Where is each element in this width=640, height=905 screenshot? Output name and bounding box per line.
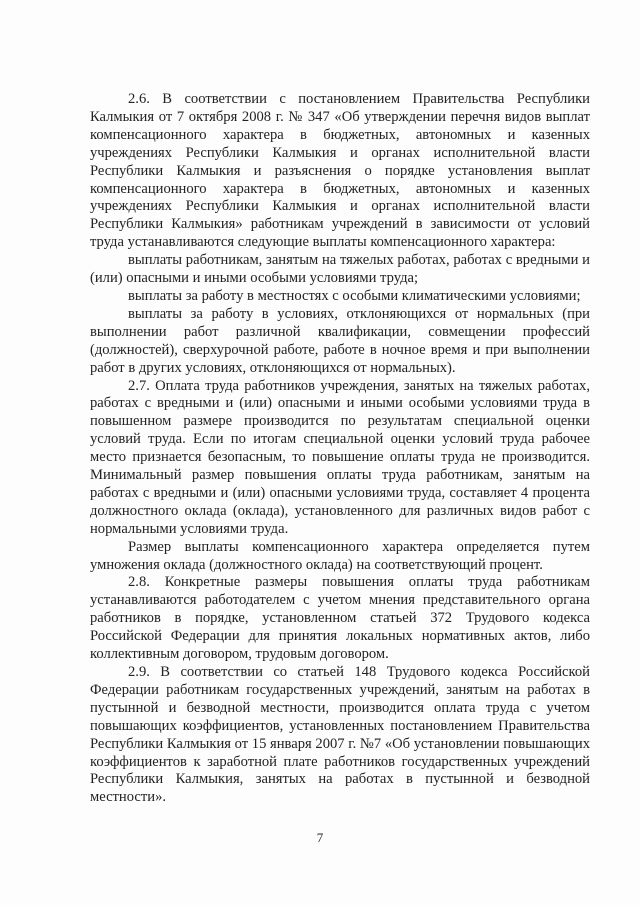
paragraph-payment-size: Размер выплаты компенсационного характера определяется путем умножения оклада (должностного оклада) на соответствующий процент. bbox=[90, 538, 590, 573]
paragraph-2-8: 2.8. Конкретные размеры повышения оплаты труда работникам устанавливаются работодателем с учетом мнения представительного органа работников в порядке, установленном статьей 372 Трудового кодекса Российской Федерации для принятия локальных нормативных актов, либо коллективным договором, трудовым договором. bbox=[90, 574, 590, 663]
page-number: 7 bbox=[316, 830, 324, 845]
paragraph-hazard-payments: выплаты работникам, занятым на тяжелых работах, работах с вредными и (или) опасными и иными особыми условиями труда; bbox=[90, 252, 590, 287]
paragraph-climate-payments: выплаты за работу в местностях с особыми климатическими условиями; bbox=[128, 287, 581, 304]
paragraph-2-7: 2.7. Оплата труда работников учреждения, занятых на тяжелых работах, работах с вредными и (или) опасными и иными особыми условиями труда в повышенном размере производится по результатам специальной оценки условий труда. Если по итогам специальной оценки условий труда рабочее место признается безопасным, то повышение оплаты труда не производится. Минимальный размер повышения оплаты труда работникам, занятым на работах с вредными и (или) опасными условиями труда, составляет 4 процента должностного оклада (оклада), установленного для различных видов работ с нормальными условиями труда. bbox=[90, 377, 590, 537]
paragraph-2-9: 2.9. В соответствии со статьей 148 Трудового кодекса Российской Федерации работникам государственных учреждений, занятым на работах в пустынной и безводной местности, производится оплата труда с учетом повышающих коэффициентов, установленных постановлением Правительства Республики Калмыкия от 15 января 2007 г. №7 «Об установлении повышающих коэффициентов к заработной плате работников государственных учреждений Республики Калмыкия, занятых на работах в пустынной и безводной местности». bbox=[90, 664, 590, 806]
document-body bbox=[90, 91, 590, 807]
paragraph-abnormal-conditions-payments: выплаты за работу в условиях, отклоняющихся от нормальных (при выполнении работ различной квалификации, совмещении профессий (должностей), сверхурочной работе, работе в ночное время и при выполнении работ в других условиях, отклоняющихся от нормальных). bbox=[90, 305, 590, 376]
paragraph-2-6: 2.6. В соответствии с постановлением Правительства Республики Калмыкия от 7 октября 2008 г. № 347 «Об утверждении перечня видов выплат компенсационного характера в бюджетных, автономных и казенных учреждениях Республики Калмыкия и органах исполнительной власти Республики Калмыкия и разъяснения о порядке установления выплат компенсационного характера в бюджетных, автономных и казенных учреждениях Республики Калмыкия и органах исполнительной власти Республики Калмыкия» работникам учреждений в зависимости от условий труда устанавливаются следующие выплаты компенсационного характера: bbox=[90, 91, 590, 251]
